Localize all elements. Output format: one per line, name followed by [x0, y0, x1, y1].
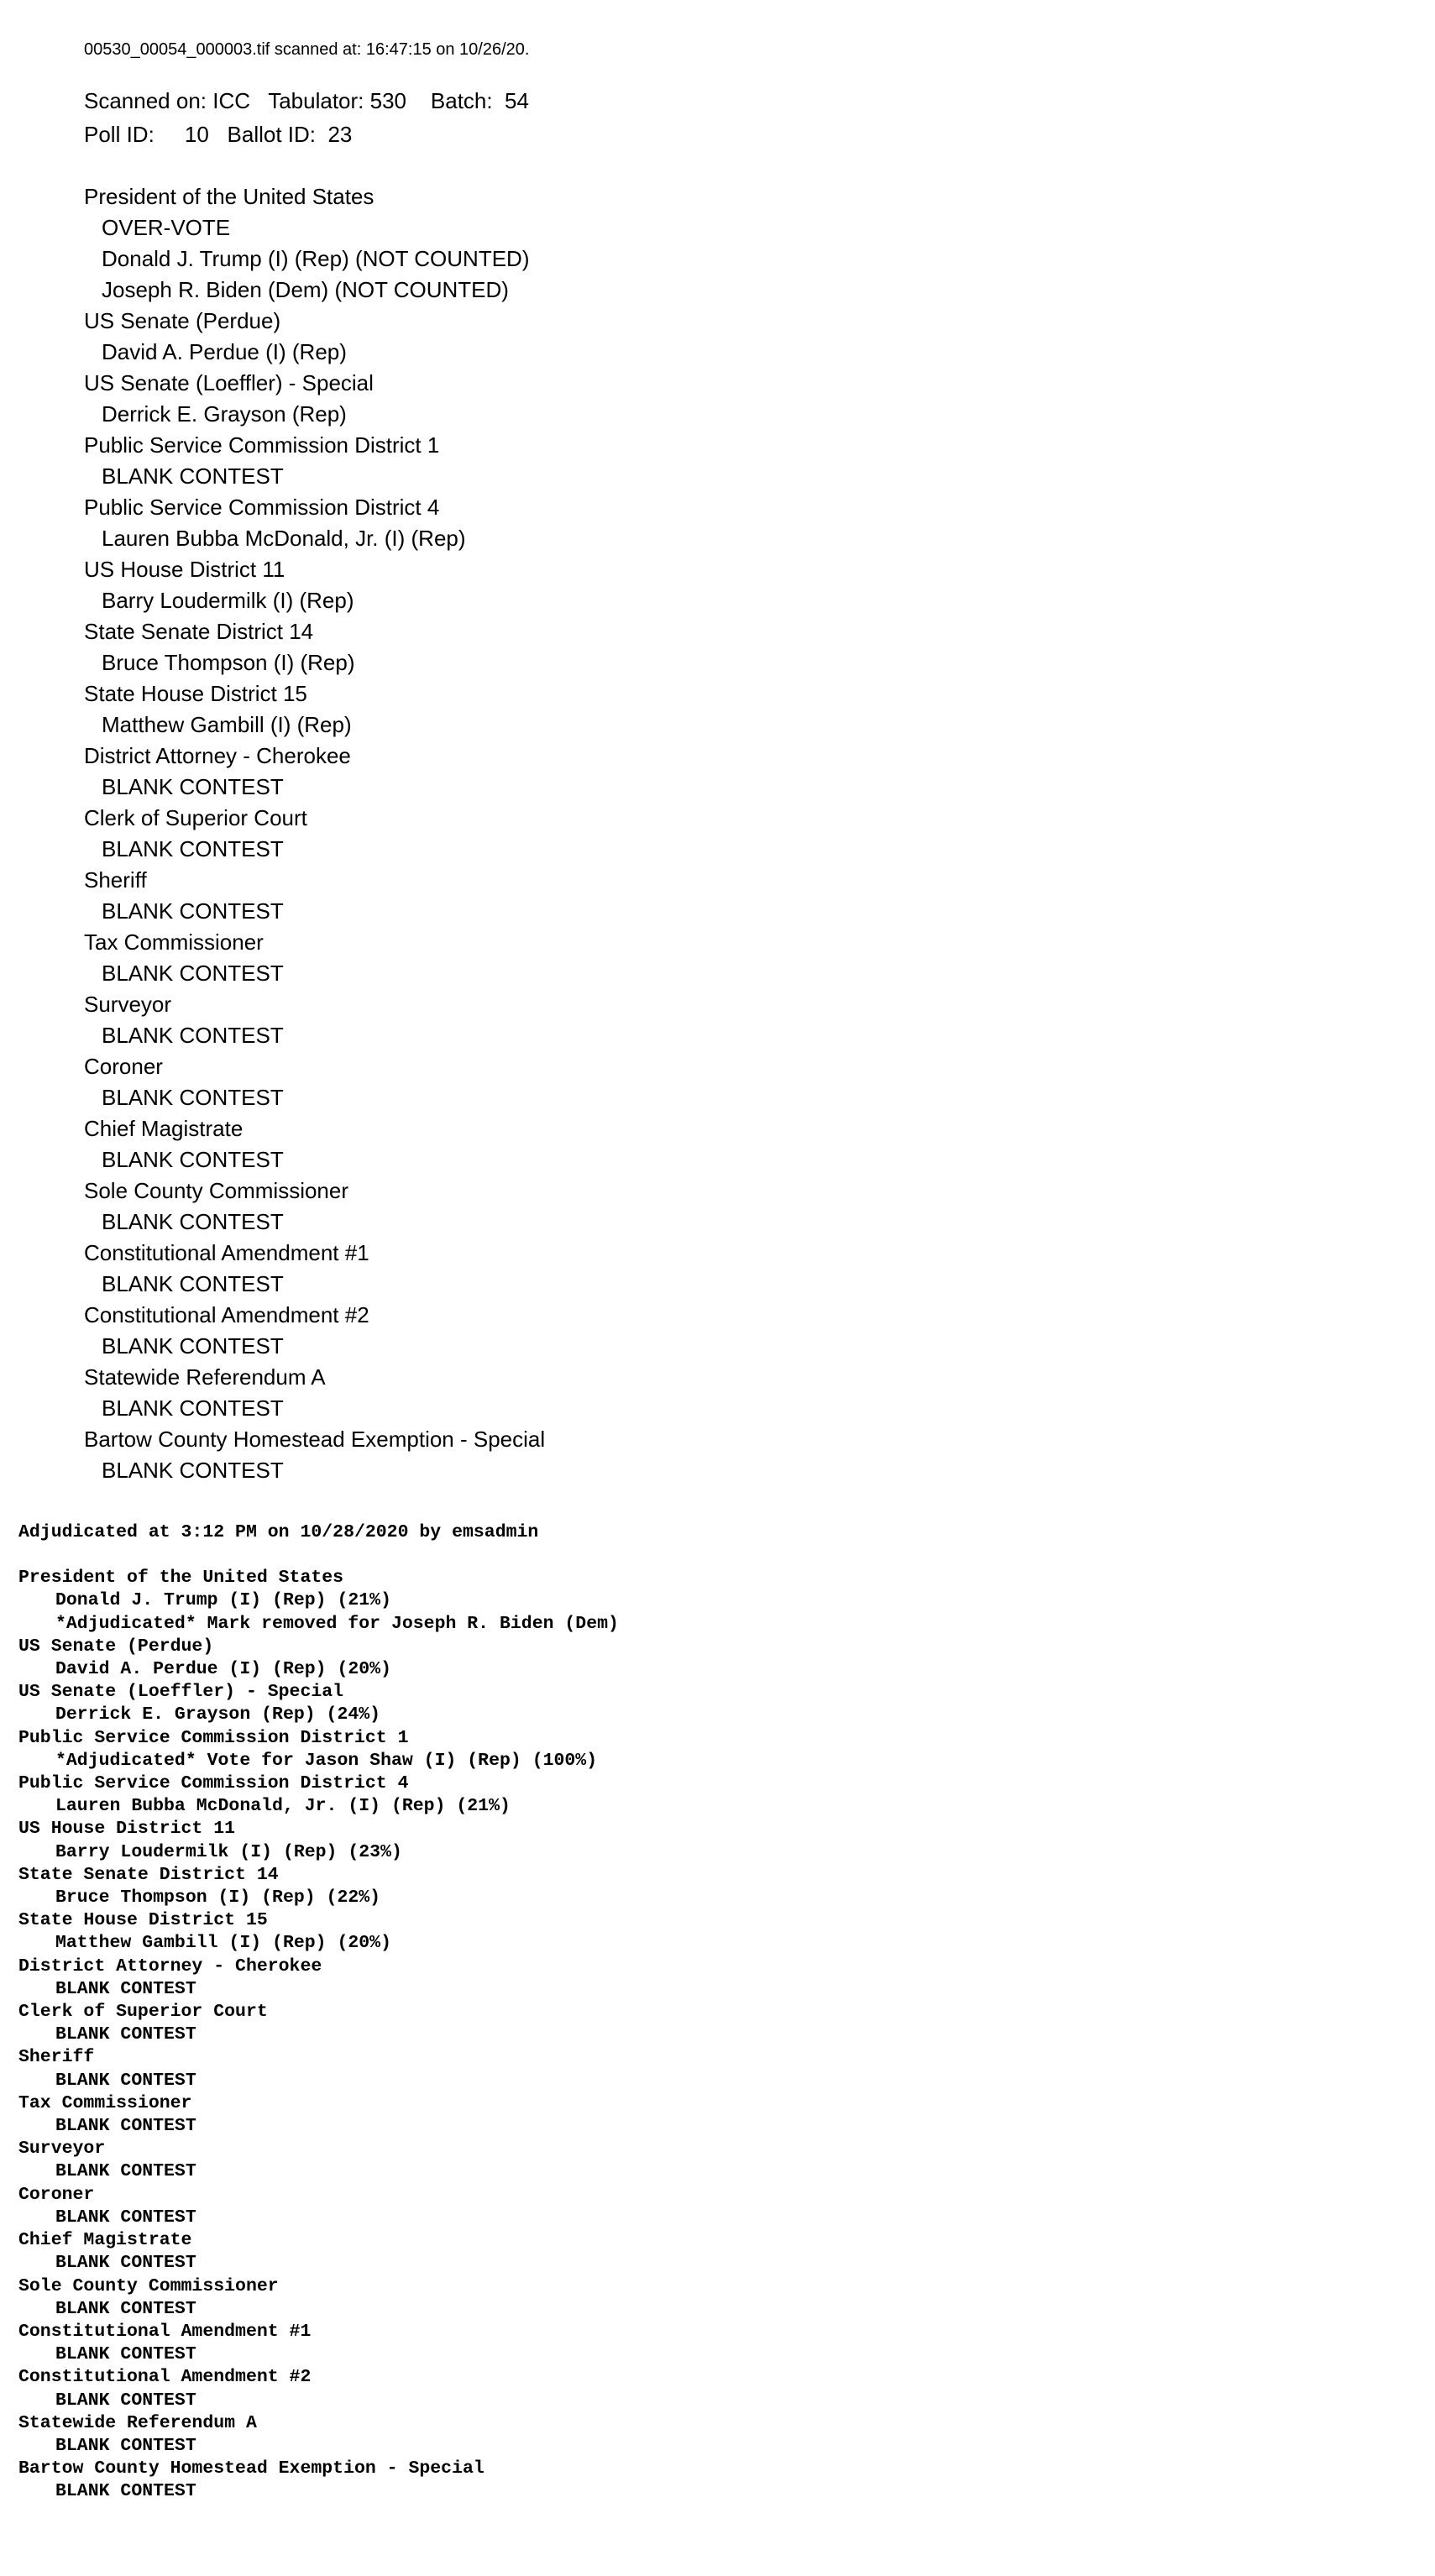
scan-contest [84, 1424, 1343, 1486]
scan-contest-choice: BLANK CONTEST [102, 836, 284, 861]
scan-contest [84, 554, 1343, 616]
scan-contest-choice: BLANK CONTEST [102, 1147, 284, 1172]
adjudication-contest [18, 1681, 1404, 1726]
scan-contest [84, 1300, 1343, 1362]
scan-contest-choice: Derrick E. Grayson (Rep) [102, 401, 347, 427]
scan-contest [84, 181, 1343, 306]
scan-contest-choice: BLANK CONTEST [102, 1023, 284, 1048]
scan-contest [84, 1175, 1343, 1238]
scan-contest-title: US House District 11 [84, 557, 285, 582]
adjudication-contest-choice: BLANK CONTEST [55, 1978, 196, 1999]
scan-contest [84, 678, 1343, 741]
adjudication-contest-choice: David A. Perdue (I) (Rep) (20%) [55, 1659, 391, 1680]
adjudication-contest-title: President of the United States [18, 1568, 344, 1589]
scan-contest [84, 306, 1343, 368]
scan-contest [84, 430, 1343, 492]
adjudication-contest-title: District Attorney - Cherokee [18, 1956, 322, 1977]
adjudication-contest [18, 1567, 1404, 1636]
adjudication-contest-title: US Senate (Loeffler) - Special [18, 1682, 344, 1703]
scan-contest [84, 616, 1343, 678]
adjudication-contest-choice: BLANK CONTEST [55, 2435, 196, 2456]
scan-contest-title: Public Service Commission District 4 [84, 495, 440, 520]
adjudication-contest-title: Bartow County Homestead Exemption - Special [18, 2458, 484, 2479]
scan-contest [84, 1051, 1343, 1113]
adjudication-contest [18, 1727, 1404, 1772]
adjudication-header: Adjudicated at 3:12 PM on 10/28/2020 by emsadmin [18, 1522, 539, 1542]
scan-contest-choice: BLANK CONTEST [102, 774, 284, 799]
scan-contest [84, 1238, 1343, 1300]
adjudication-contest-choice: Lauren Bubba McDonald, Jr. (I) (Rep) (21%) [55, 1796, 511, 1817]
adjudication-contest-title: Statewide Referendum A [18, 2412, 257, 2433]
adjudication-contest-choice: Donald J. Trump (I) (Rep) (21%) [55, 1590, 391, 1611]
adjudication-contest-title: Constitutional Amendment #2 [18, 2367, 312, 2388]
scan-contest [84, 492, 1343, 554]
scan-header: 00530_00054_000003.tif scanned at: 16:47:15 on 10/26/20. [84, 40, 530, 59]
adjudication-contest [18, 2412, 1404, 2458]
adjudication-contest-choice: BLANK CONTEST [55, 2070, 196, 2091]
adjudication-contest-choice: Derrick E. Grayson (Rep) (24%) [55, 1704, 381, 1725]
adjudication-contest-choice: BLANK CONTEST [55, 2344, 196, 2365]
adjudication-contest [18, 2001, 1404, 2046]
adjudication-contest-choice: BLANK CONTEST [55, 2253, 196, 2274]
scan-contest-title: Bartow County Homestead Exemption - Special [84, 1427, 546, 1452]
scan-contest-title: Coroner [84, 1054, 163, 1079]
adjudication-contest-choice: Matthew Gambill (I) (Rep) (20%) [55, 1933, 391, 1954]
scan-contest-choice: Matthew Gambill (I) (Rep) [102, 712, 352, 737]
scan-contest-title: Public Service Commission District 1 [84, 432, 440, 458]
adjudication-contest-choice: BLANK CONTEST [55, 2298, 196, 2319]
scan-contest-choice: BLANK CONTEST [102, 1209, 284, 1234]
scan-contest-choice: David A. Perdue (I) (Rep) [102, 339, 347, 364]
scan-contest-choice: BLANK CONTEST [102, 961, 284, 986]
scan-record [84, 37, 1343, 1486]
adjudication-record [18, 1521, 1404, 2504]
adjudication-contest-title: Constitutional Amendment #1 [18, 2321, 312, 2342]
adjudication-contest-choice: Barry Loudermilk (I) (Rep) (23%) [55, 1841, 402, 1862]
scan-contest-title: District Attorney - Cherokee [84, 743, 351, 768]
adjudication-contest [18, 1864, 1404, 1909]
adjudication-contest-title: Clerk of Superior Court [18, 2002, 268, 2023]
scan-contest-choice: BLANK CONTEST [102, 898, 284, 924]
scan-contest-title: Statewide Referendum A [84, 1364, 326, 1390]
scan-contest [84, 989, 1343, 1051]
scan-contest-title: Chief Magistrate [84, 1116, 244, 1141]
scan-contest-choice: Donald J. Trump (I) (Rep) (NOT COUNTED) [102, 246, 530, 271]
scan-contest-choice: BLANK CONTEST [102, 1395, 284, 1421]
scan-contest-title: Sheriff [84, 867, 147, 893]
adjudication-contest-choice: BLANK CONTEST [55, 2207, 196, 2228]
adjudication-contest-title: Chief Magistrate [18, 2230, 192, 2251]
adjudication-contest-title: Surveyor [18, 2139, 106, 2160]
adjudication-contest [18, 2275, 1404, 2321]
adjudication-contest-choice: *Adjudicated* Mark removed for Joseph R. Biden (Dem) [55, 1613, 619, 1634]
scan-contest [84, 803, 1343, 865]
scan-contest-choice: BLANK CONTEST [102, 1085, 284, 1110]
scan-contest-title: Clerk of Superior Court [84, 805, 307, 830]
adjudication-contest [18, 2229, 1404, 2275]
scan-contest [84, 368, 1343, 430]
adjudication-contest-title: US House District 11 [18, 1819, 236, 1840]
scan-contest-title: State House District 15 [84, 681, 307, 706]
adjudication-contest [18, 2184, 1404, 2229]
adjudication-contest [18, 1956, 1404, 2001]
scan-contest-list [84, 181, 1343, 1486]
scan-contest-title: Constitutional Amendment #2 [84, 1302, 369, 1327]
scan-contest-title: US Senate (Perdue) [84, 308, 281, 333]
adjudication-contest [18, 2138, 1404, 2183]
adjudication-contest [18, 2366, 1404, 2411]
adjudication-contest [18, 2321, 1404, 2366]
adjudication-contest-title: State Senate District 14 [18, 1864, 279, 1885]
adjudication-contest-list [18, 1567, 1404, 2503]
adjudication-contest-choice: *Adjudicated* Vote for Jason Shaw (I) (Rep) (100%) [55, 1750, 598, 1771]
scan-contest-choice: Lauren Bubba McDonald, Jr. (I) (Rep) [102, 526, 466, 551]
scan-contest-choice: Joseph R. Biden (Dem) (NOT COUNTED) [102, 277, 509, 302]
scan-contest-title: Constitutional Amendment #1 [84, 1240, 369, 1265]
scan-contest-choice: BLANK CONTEST [102, 1271, 284, 1296]
scan-contest [84, 1113, 1343, 1175]
adjudication-contest-choice: Bruce Thompson (I) (Rep) (22%) [55, 1887, 381, 1908]
scan-contest [84, 1362, 1343, 1424]
adjudication-contest-title: Public Service Commission District 4 [18, 1773, 409, 1794]
adjudication-contest-choice: BLANK CONTEST [55, 2481, 196, 2502]
adjudication-contest-choice: BLANK CONTEST [55, 2161, 196, 2182]
adjudication-contest [18, 2458, 1404, 2503]
adjudication-contest [18, 2046, 1404, 2092]
scan-contest-choice: Bruce Thompson (I) (Rep) [102, 650, 355, 675]
scan-contest [84, 741, 1343, 803]
scan-info-ballot: Poll ID: 10 Ballot ID: 23 [84, 122, 353, 147]
adjudication-contest-title: Coroner [18, 2184, 95, 2205]
adjudication-contest [18, 1818, 1404, 1863]
adjudication-contest-title: US Senate (Perdue) [18, 1636, 214, 1657]
scan-contest-title: Sole County Commissioner [84, 1178, 349, 1203]
adjudication-contest-choice: BLANK CONTEST [55, 2024, 196, 2045]
scan-contest-choice: OVER-VOTE [102, 215, 231, 240]
adjudication-contest [18, 1772, 1404, 1818]
adjudication-contest-title: Sheriff [18, 2047, 95, 2068]
adjudication-contest-title: State House District 15 [18, 1910, 268, 1931]
scan-contest-title: President of the United States [84, 184, 374, 209]
scan-contest-title: State Senate District 14 [84, 619, 314, 644]
scan-contest [84, 865, 1343, 927]
scan-contest-choice: BLANK CONTEST [102, 463, 284, 489]
adjudication-contest-title: Sole County Commissioner [18, 2275, 279, 2296]
scan-contest-title: US Senate (Loeffler) - Special [84, 370, 374, 395]
adjudication-contest-choice: BLANK CONTEST [55, 2390, 196, 2411]
scan-contest [84, 927, 1343, 989]
adjudication-contest-choice: BLANK CONTEST [55, 2116, 196, 2137]
scan-contest-choice: Barry Loudermilk (I) (Rep) [102, 588, 354, 613]
scan-contest-choice: BLANK CONTEST [102, 1458, 284, 1483]
scan-info [84, 84, 1343, 151]
adjudication-contest-title: Tax Commissioner [18, 2092, 192, 2113]
adjudication-contest [18, 2092, 1404, 2138]
adjudication-contest [18, 1636, 1404, 1681]
adjudication-contest [18, 1909, 1404, 1955]
scan-contest-title: Surveyor [84, 992, 172, 1017]
scan-info-tabulator: Scanned on: ICC Tabulator: 530 Batch: 54 [84, 88, 529, 113]
scan-contest-choice: BLANK CONTEST [102, 1333, 284, 1359]
scan-contest-title: Tax Commissioner [84, 929, 264, 955]
adjudication-contest-title: Public Service Commission District 1 [18, 1727, 409, 1748]
